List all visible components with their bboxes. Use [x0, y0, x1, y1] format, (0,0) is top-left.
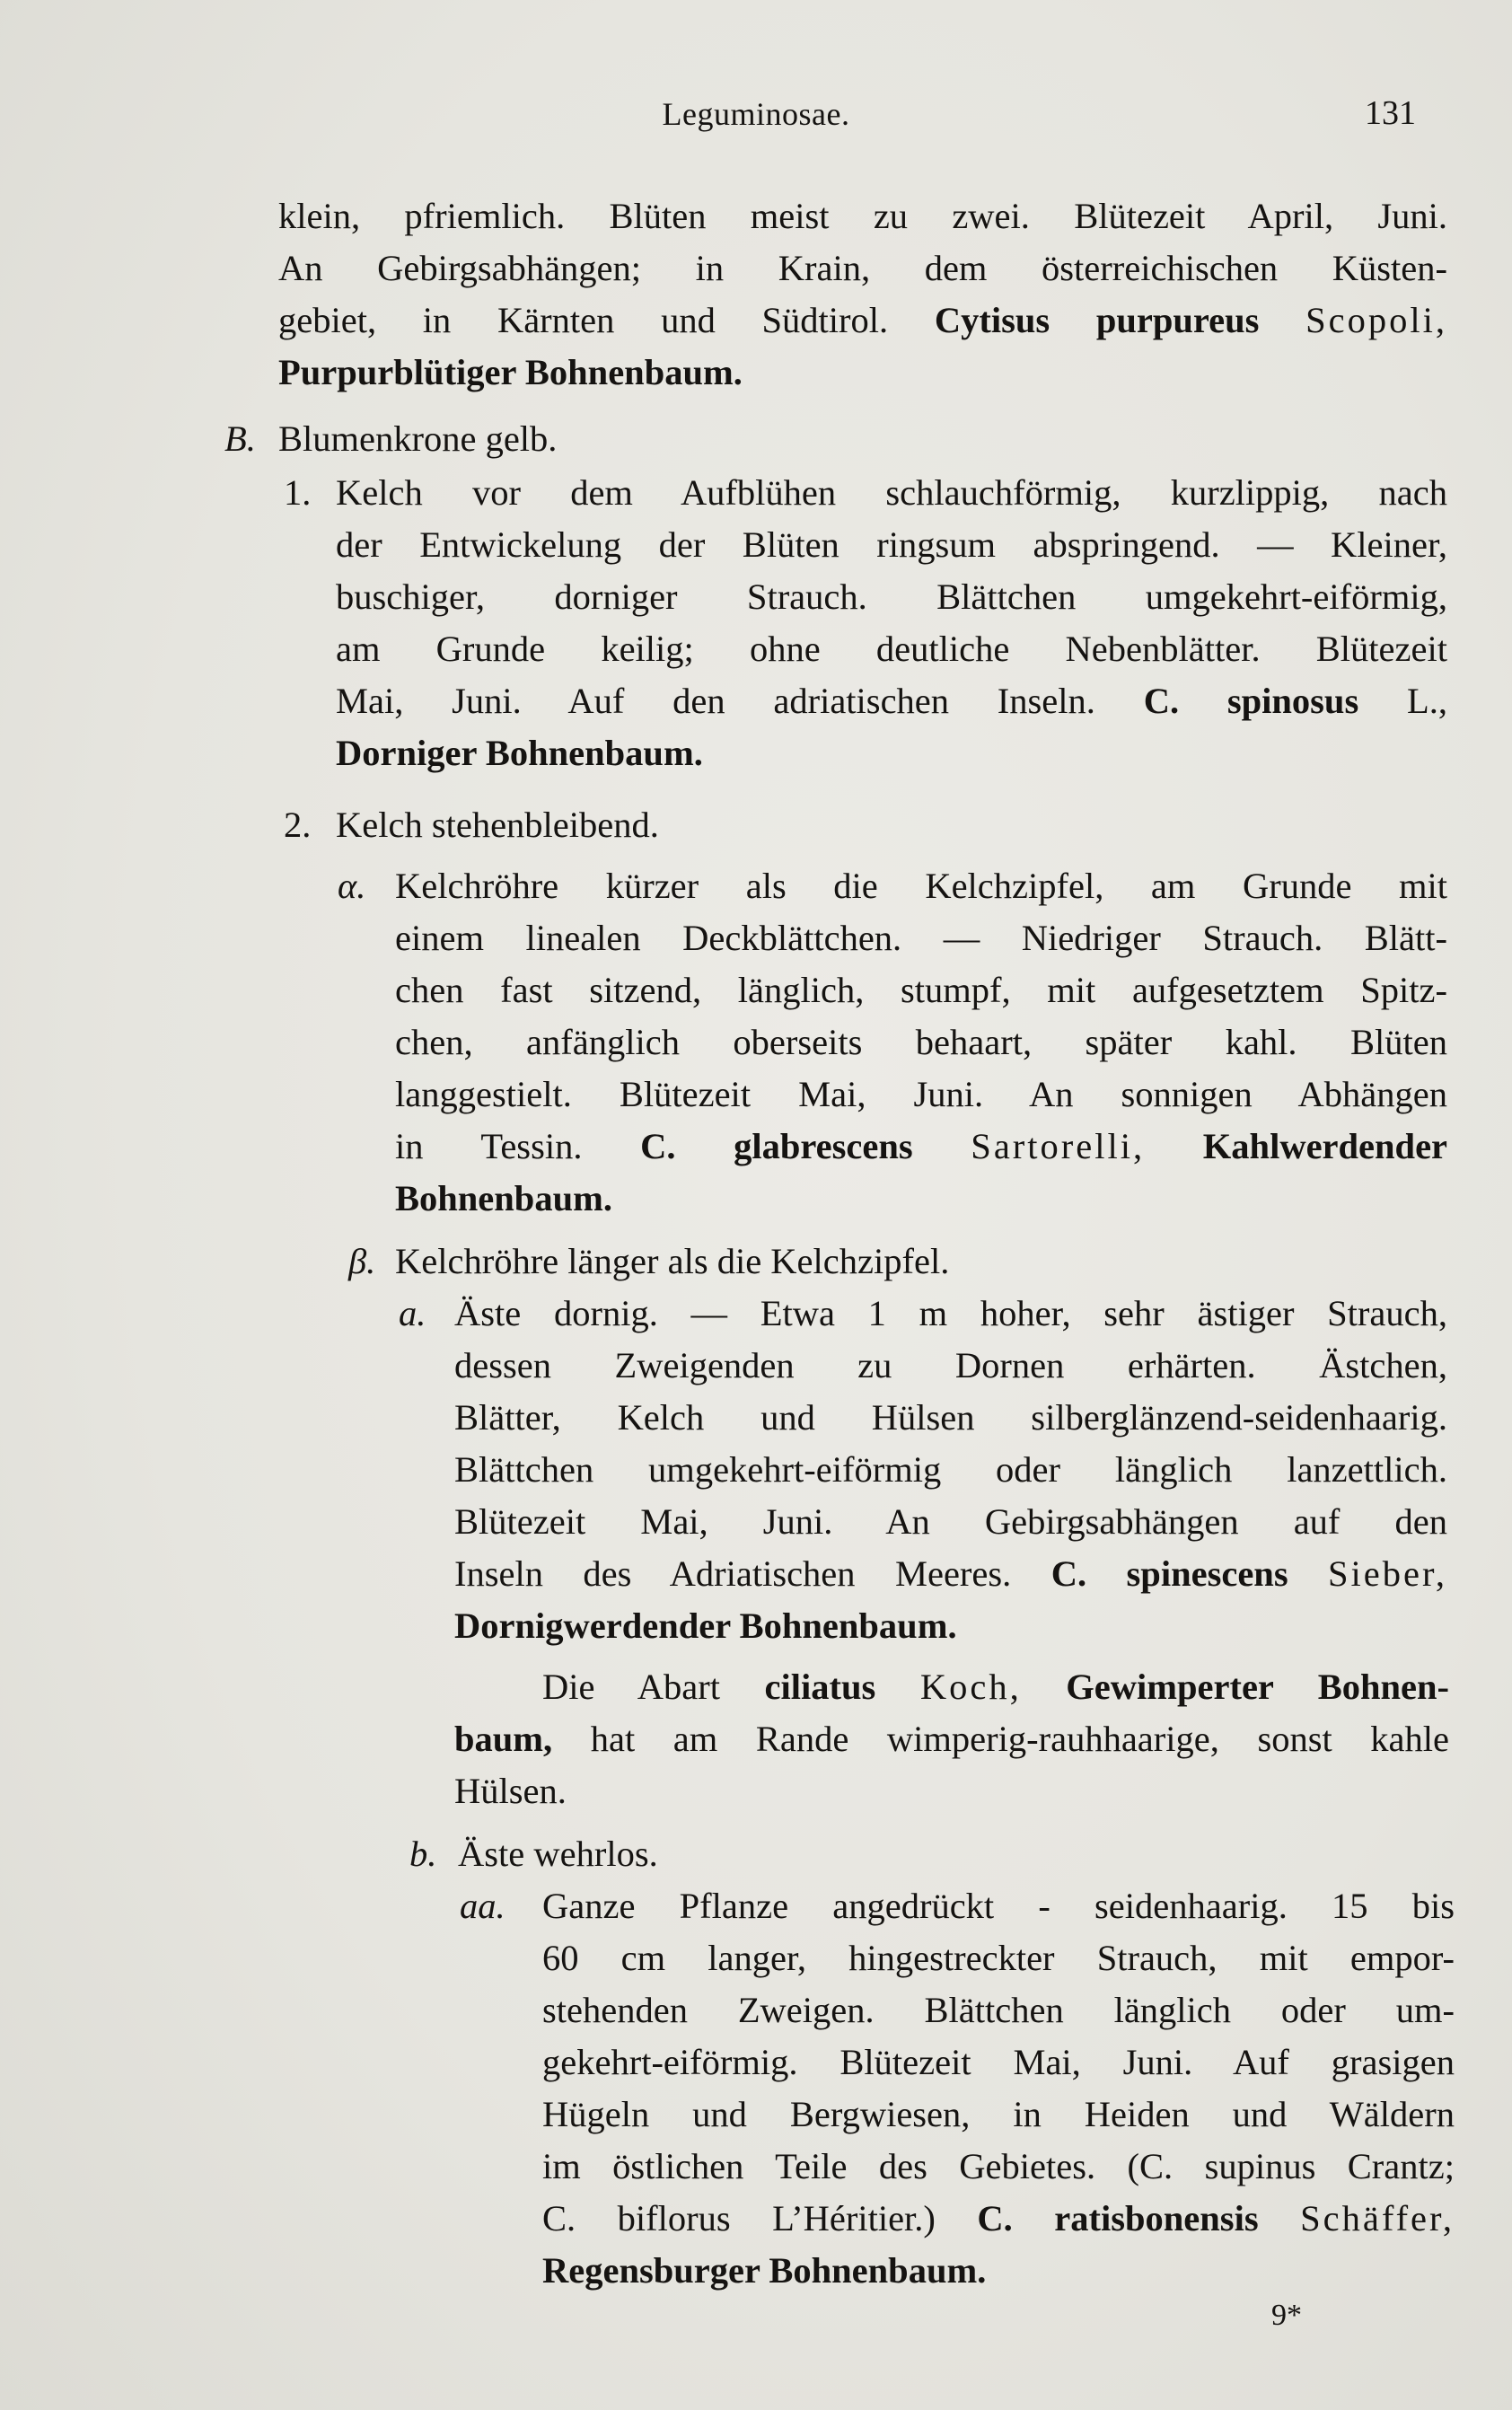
common-name: Kahlwerdender: [1202, 1126, 1448, 1166]
running-header: Leguminosae.: [662, 96, 850, 132]
text-line: [454, 1715, 1449, 1764]
author-name: L.,: [1407, 681, 1448, 721]
text-line: Kelch vor dem Aufblühen schlauchförmig, kurzlippig, nach: [336, 472, 1447, 513]
common-name: Gewimperter Bohnen-: [1066, 1667, 1450, 1707]
text-line: dessen Zweigenden zu Dornen erhärten. Ästchen,: [454, 1345, 1447, 1385]
author-name: Koch,: [919, 1667, 1022, 1707]
list-marker: 2.: [284, 805, 312, 845]
species-name: C. spinescens: [1050, 1553, 1288, 1594]
text-line: chen fast sitzend, länglich, stumpf, mit aufgesetztem Spitz-: [395, 970, 1447, 1010]
text-line: buschiger, dorniger Strauch. Blättchen umgekehrt-eiförmig,: [336, 576, 1447, 617]
text-span: hat am Rande wimperig-rauhhaarige, sonst kahle: [590, 1719, 1449, 1759]
text-line: Hülsen.: [454, 1771, 567, 1811]
text-line: gekehrt-eiförmig. Blütezeit Mai, Juni. Auf grasigen: [542, 2042, 1455, 2082]
variety-name: ciliatus: [764, 1667, 876, 1707]
species-name: C. spinosus: [1143, 681, 1359, 721]
text-line: 60 cm langer, hingestreckter Strauch, mit empor-: [542, 1938, 1455, 1978]
text-line: Äste wehrlos.: [458, 1834, 658, 1874]
text-line: [542, 2195, 1455, 2243]
text-line: der Entwickelung der Blüten ringsum abspringend. — Kleiner,: [336, 524, 1447, 565]
common-name: Purpurblütiger Bohnenbaum.: [278, 352, 743, 392]
text-line: Blättchen umgekehrt-eiförmig oder länglich lanzettlich.: [454, 1449, 1447, 1490]
list-marker: aa.: [460, 1886, 505, 1926]
common-name: Bohnenbaum.: [395, 1178, 612, 1218]
text-line: [454, 1550, 1447, 1598]
common-name: Regensburger Bohnenbaum.: [542, 2250, 987, 2291]
common-name: Dornigwerdender Bohnenbaum.: [454, 1605, 957, 1646]
list-marker: β.: [348, 1241, 376, 1281]
text-line: Hügeln und Bergwiesen, in Heiden und Wäldern: [542, 2094, 1455, 2134]
text-line: am Grunde keilig; ohne deutliche Nebenblätter. Blütezeit: [336, 629, 1447, 669]
text-span: in Tessin.: [395, 1126, 583, 1166]
text-line: Kelch stehenbleibend.: [336, 805, 659, 845]
text-line: [336, 677, 1447, 726]
page-number: 131: [1365, 94, 1416, 132]
text-span: gebiet, in Kärnten und Südtirol.: [278, 300, 889, 340]
text-span: Die Abart: [542, 1667, 720, 1707]
species-name: C. glabrescens: [640, 1126, 913, 1166]
author-name: Scopoli,: [1305, 300, 1447, 340]
list-marker: α.: [338, 866, 366, 906]
author-name: Schäffer,: [1300, 2198, 1455, 2238]
list-marker: b.: [409, 1834, 437, 1874]
species-name: C. ratisbonensis: [977, 2198, 1259, 2238]
text-line: Äste dornig. — Etwa 1 m hoher, sehr ästiger Strauch,: [454, 1293, 1447, 1333]
author-name: Sartorelli,: [971, 1126, 1146, 1166]
text-line: Ganze Pflanze angedrückt - seidenhaarig. 15 bis: [542, 1886, 1455, 1926]
text-line: im östlichen Teile des Gebietes. (C. supinus Crantz;: [542, 2146, 1455, 2186]
list-marker: a.: [399, 1293, 426, 1333]
text-span: C. biflorus L’Héritier.): [542, 2198, 936, 2238]
text-line: [395, 1122, 1447, 1171]
text-line: Kelchröhre länger als die Kelchzipfel.: [395, 1241, 950, 1281]
list-marker: 1.: [284, 472, 312, 513]
signature-mark: 9*: [1271, 2299, 1302, 2332]
species-name: Cytisus purpureus: [934, 300, 1260, 340]
text-line: Blütezeit Mai, Juni. An Gebirgsabhängen auf den: [454, 1501, 1447, 1542]
list-marker: B.: [224, 418, 256, 459]
text-line: Blätter, Kelch und Hülsen silberglänzend-seidenhaarig.: [454, 1397, 1447, 1438]
text-line: einem linealen Deckblättchen. — Niedriger Strauch. Blätt-: [395, 918, 1447, 958]
text-line: langgestielt. Blütezeit Mai, Juni. An sonnigen Abhängen: [395, 1074, 1447, 1114]
author-name: Sieber,: [1328, 1553, 1447, 1594]
text-line: [278, 296, 1447, 345]
text-span: Mai, Juni. Auf den adriatischen Inseln.: [336, 681, 1095, 721]
text-line: Blumenkrone gelb.: [278, 418, 558, 459]
text-line: Kelchröhre kürzer als die Kelchzipfel, am Grunde mit: [395, 866, 1447, 906]
text-span: Inseln des Adriatischen Meeres.: [454, 1553, 1012, 1594]
common-name: Dorniger Bohnenbaum.: [336, 733, 703, 773]
text-line: [542, 1663, 1449, 1711]
text-line: An Gebirgsabhängen; in Krain, dem österreichischen Küsten-: [278, 248, 1447, 288]
text-line: klein, pfriemlich. Blüten meist zu zwei. Blütezeit April, Juni.: [278, 196, 1447, 236]
text-line: chen, anfänglich oberseits behaart, später kahl. Blüten: [395, 1022, 1447, 1062]
common-name: baum,: [454, 1719, 553, 1759]
text-line: stehenden Zweigen. Blättchen länglich oder um-: [542, 1990, 1455, 2030]
